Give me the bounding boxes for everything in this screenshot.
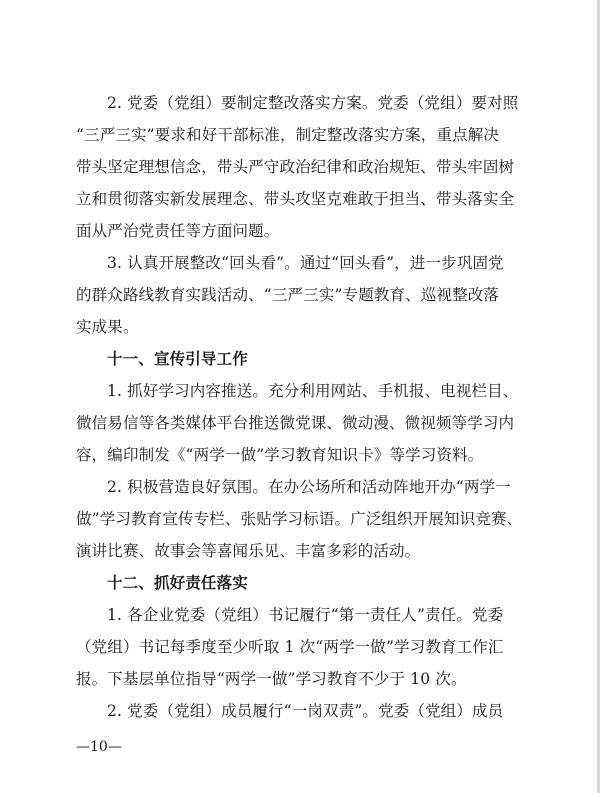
paragraph-line: 做”学习教育宣传专栏、张贴学习标语。广泛组织开展知识竞赛、 bbox=[76, 510, 523, 528]
paragraph-line: 报。下基层单位指导“两学一做”学习教育不少于 10 次。 bbox=[76, 670, 467, 688]
paragraph-line: 2. 积极营造良好氛围。在办公场所和活动阵地开办“两学一 bbox=[107, 478, 511, 496]
paragraph-line: 带头坚定理想信念，带头严守政治纪律和政治规矩、带头牢固树 bbox=[76, 158, 515, 176]
paragraph-line: 1. 各企业党委（党组）书记履行“第一责任人”责任。党委 bbox=[107, 606, 504, 624]
paragraph-line: （党组）书记每季度至少听取 1 次“两学一做”学习教育工作汇 bbox=[76, 638, 504, 656]
paragraph-line: 立和贯彻落实新发展理念、带头攻坚克难敢于担当、带头落实全 bbox=[76, 190, 515, 208]
paragraph-line: 的群众路线教育实践活动、“三严三实”专题教育、巡视整改落 bbox=[76, 286, 500, 304]
section-heading: 十二、抓好责任落实 bbox=[107, 574, 248, 592]
paragraph-line: 演讲比赛、故事会等喜闻乐见、丰富多彩的活动。 bbox=[76, 542, 421, 560]
paragraph-line: 微信易信等各类媒体平台推送微党课、微动漫、微视频等学习内 bbox=[76, 414, 515, 432]
paragraph-line: 面从严治党责任等方面问题。 bbox=[76, 222, 280, 240]
paragraph-line: 实成果。 bbox=[76, 318, 139, 336]
section-heading: 十一、宣传引导工作 bbox=[107, 350, 248, 368]
paragraph-line: 1. 抓好学习内容推送。充分利用网站、手机报、电视栏目、 bbox=[107, 382, 519, 400]
page-number: —10— bbox=[76, 739, 122, 755]
paragraph-line: 2. 党委（党组）成员履行“一岗双责”。党委（党组）成员 bbox=[107, 702, 504, 720]
paragraph-line: “三严三实”要求和好干部标准，制定整改落实方案，重点解决 bbox=[76, 126, 500, 144]
paragraph-line: 2. 党委（党组）要制定整改落实方案。党委（党组）要对照 bbox=[107, 94, 519, 112]
paragraph-line: 容，编印制发《“两学一做”学习教育知识卡》等学习资料。 bbox=[76, 446, 484, 464]
paragraph-line: 3. 认真开展整改“回头看”。通过“回头看”，进一步巩固党 bbox=[107, 254, 504, 272]
